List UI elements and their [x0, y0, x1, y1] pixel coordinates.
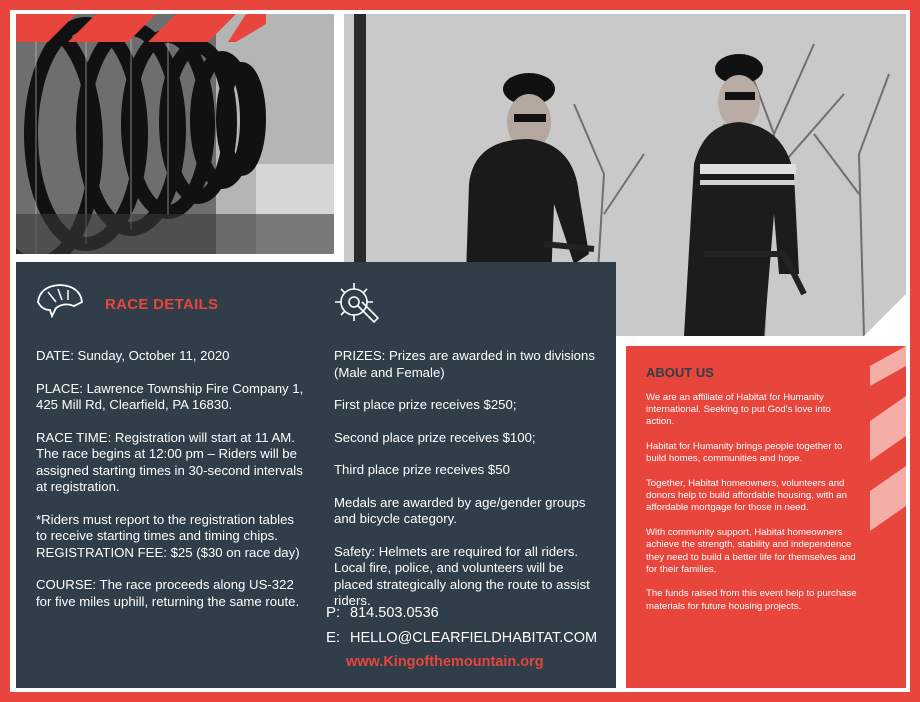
email-address[interactable]: HELLO@CLEARFIELDHABITAT.COM: [350, 630, 598, 646]
about-paragraph: With community support, Habitat homeowners achieve the strength, stability and independence they need to build a better life for themselves and for their families.: [646, 527, 856, 575]
bike-helmet-icon: [34, 280, 86, 320]
riders-note: *Riders must report to the registration tables to receive starting times and timing chips.: [36, 511, 295, 543]
third-prize: Third place prize receives $50: [334, 462, 510, 477]
phone-number[interactable]: 814.503.0536: [350, 605, 439, 621]
contact-phone: [326, 604, 439, 621]
second-prize: Second place prize receives $100;: [334, 429, 536, 445]
about-us-text: [646, 392, 858, 625]
race-details-panel: [16, 262, 616, 688]
prizes-column: [334, 348, 602, 626]
about-us-title: ABOUT US: [646, 365, 714, 380]
prizes-intro: PRIZES: Prizes are awarded in two divisions (Male and Female): [334, 348, 595, 380]
medals-info: Medals are awarded by age/gender groups and bicycle category.: [334, 494, 586, 526]
race-time: RACE TIME: Registration will start at 11 AM. The race begins at 12:00 pm – Riders will be assigned starting times in 30-second intervals at registration.: [36, 429, 303, 494]
about-paragraph: We are an affiliate of Habitat for Humanity international. Seeking to put God's love into action.: [646, 392, 831, 428]
website-link[interactable]: www.Kingofthemountain.org: [346, 654, 544, 670]
contact-email: [326, 629, 597, 646]
about-paragraph: The funds raised from this event help to purchase materials for future housing projects.: [646, 588, 857, 612]
about-paragraph: Habitat for Humanity brings people together to build homes, communities and hope.: [646, 441, 843, 465]
race-place: PLACE: Lawrence Township Fire Company 1, 425 Mill Rd, Clearfield, PA 16830.: [36, 380, 304, 412]
phone-label: P:: [326, 604, 341, 621]
safety-info: Safety: Helmets are required for all riders. Local fire, police, and volunteers will be placed strategically along the route to assist riders.: [334, 543, 590, 608]
registration-fee: REGISTRATION FEE: $25 ($30 on race day): [36, 544, 300, 560]
bike-gear-tool-icon: [332, 280, 380, 328]
race-course: COURSE: The race proceeds along US-322 for five miles uphill, returning the same route.: [36, 577, 300, 609]
about-paragraph: Together, Habitat homeowners, volunteers and donors help to build affordable housing, with an affordable mortgage for those in need.: [646, 478, 847, 514]
first-prize: First place prize receives $250;: [334, 397, 517, 412]
race-info-column: [36, 348, 304, 626]
decorative-stripes: [16, 14, 266, 42]
race-details-title: RACE DETAILS: [105, 296, 219, 313]
decorative-stripes: [860, 346, 906, 688]
email-label: E:: [326, 629, 341, 646]
race-date: DATE: Sunday, October 11, 2020: [36, 348, 230, 363]
bike-wheels-photo: [16, 14, 334, 254]
about-us-panel: [626, 346, 906, 688]
